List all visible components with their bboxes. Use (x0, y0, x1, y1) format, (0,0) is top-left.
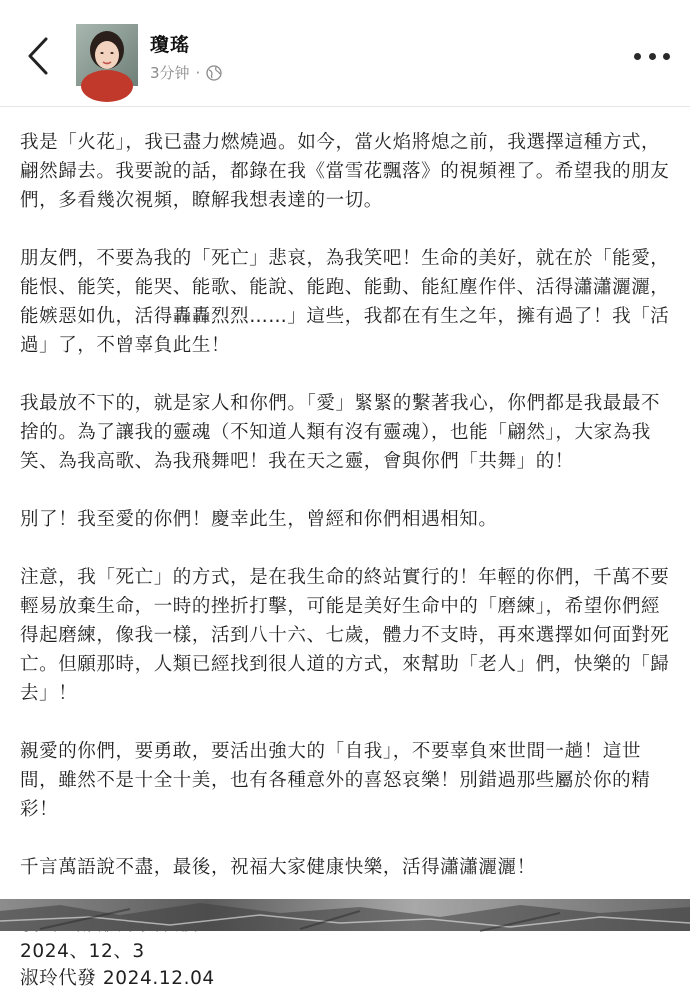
post-body (20, 128, 672, 992)
signature-line-3: 淑玲代發 2024.12.04 (20, 968, 215, 989)
post-time: 3分钟 (150, 64, 190, 82)
more-dot (649, 53, 656, 60)
post-meta (150, 62, 222, 83)
attached-image-preview[interactable] (0, 899, 690, 931)
more-options-button[interactable] (634, 44, 670, 68)
globe-icon (206, 65, 222, 81)
paragraph-6: 親愛的你們，要勇敢，要活出強大的「自我」，不要辜負來世間一趟！這世間，雖然不是十全十美，也有各種意外的喜怒哀樂！別錯過那些屬於你的精彩！ (20, 741, 651, 820)
paragraph-5: 注意，我「死亡」的方式，是在我生命的終站實行的！年輕的你們，千萬不要輕易放棄生命，一時的挫折打擊，可能是美好生命中的「磨練」，希望你們經得起磨練，像我一樣，活到八十六、七歲，體力不支時，再來選擇如何面對死亡。但願那時，人類已經找到很人道的方式，來幫助「老人」們，快樂的「歸去」！ (20, 567, 670, 704)
signature-line-2: 2024、12、3 (20, 941, 145, 962)
paragraph-7: 千言萬語說不盡，最後，祝福大家健康快樂，活得瀟瀟灑灑！ (20, 857, 536, 878)
post-header (0, 0, 690, 107)
back-button[interactable] (18, 30, 58, 82)
paragraph-4: 別了！我至愛的你們！慶幸此生，曾經和你們相遇相知。 (20, 509, 498, 530)
chevron-left-icon (26, 36, 50, 76)
more-dot (663, 53, 670, 60)
paragraph-2: 朋友們，不要為我的「死亡」悲哀，為我笑吧！生命的美好，就在於「能愛，能恨、能笑，能哭、能歌、能說、能跑、能動、能紅塵作伴、活得瀟瀟灑灑，能嫉惡如仇，活得轟轟烈烈……」這些，我都在有生之年，擁有過了！我「活過」了，不曾辜負此生！ (20, 248, 670, 356)
paragraph-1: 我是「火花」，我已盡力燃燒過。如今，當火焰將熄之前，我選擇這種方式，翩然歸去。我要說的話，都錄在我《當雪花飄落》的視頻裡了。希望我的朋友們，多看幾次視頻，瞭解我想表達的一切。 (20, 132, 670, 211)
author-name[interactable]: 瓊瑤 (150, 34, 191, 56)
more-dot (634, 53, 641, 60)
avatar[interactable] (76, 24, 138, 86)
paragraph-3: 我最放不下的，就是家人和你們。「愛」緊緊的繫著我心，你們都是我最最不捨的。為了讓我的靈魂（不知道人類有沒有靈魂），也能「翩然」，大家為我笑、為我高歌、為我飛舞吧！我在天之靈，會與你們「共舞」的！ (20, 393, 661, 472)
meta-separator: · (195, 63, 201, 82)
